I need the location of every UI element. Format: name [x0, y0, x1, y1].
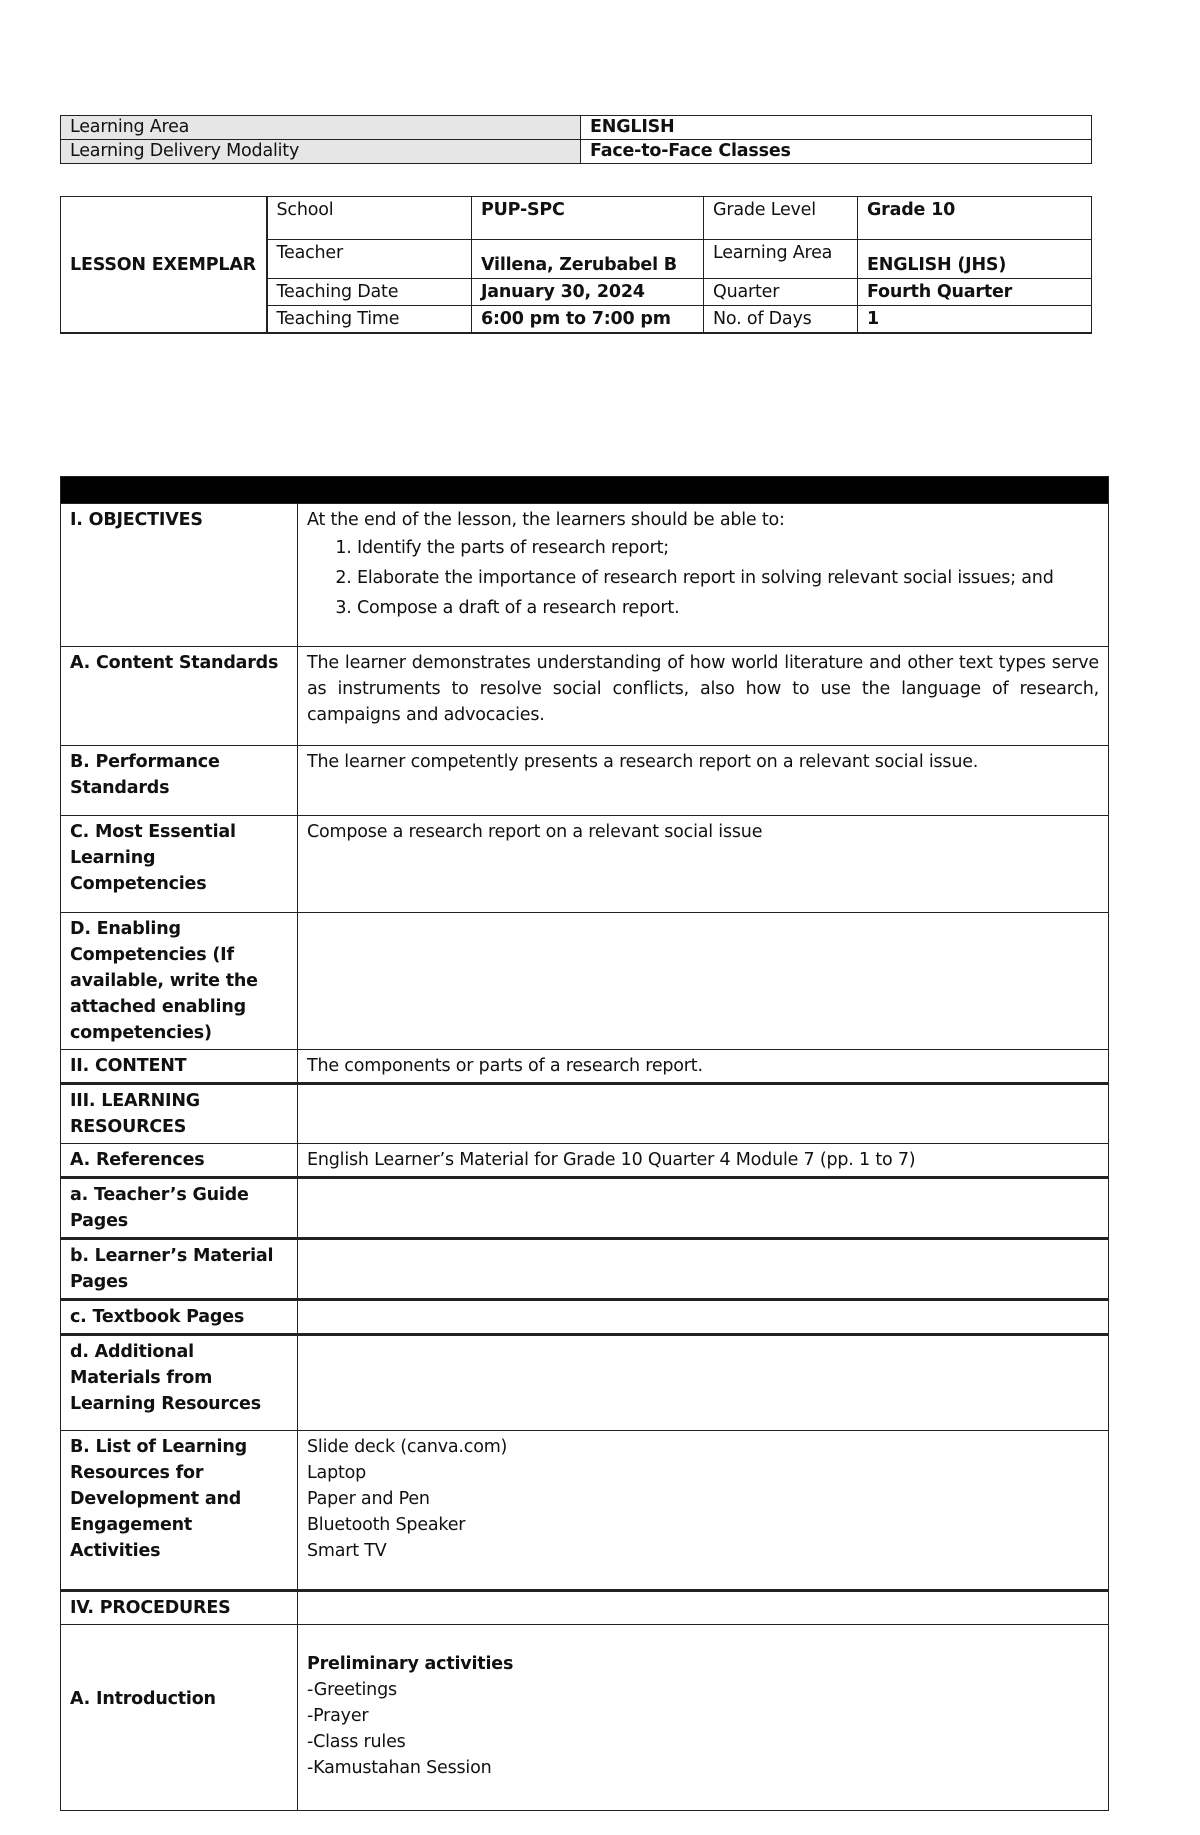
resource-item: Bluetooth Speaker	[307, 1515, 466, 1535]
resource-item: Slide deck (canva.com)	[307, 1437, 508, 1457]
objectives-list	[307, 533, 1099, 623]
references-row	[61, 1144, 1109, 1178]
content-label: II. CONTENT	[61, 1050, 298, 1084]
school-label: School	[267, 197, 472, 240]
teacher-label: Teacher	[267, 240, 472, 279]
teachers-guide-row	[61, 1178, 1109, 1239]
introduction-cell	[298, 1625, 1109, 1811]
learners-material-label: b. Learner’s Material Pages	[61, 1239, 298, 1300]
learning-area-value: ENGLISH	[581, 116, 1092, 140]
learning-resources-row	[61, 1084, 1109, 1144]
introduction-item: -Class rules	[307, 1732, 406, 1752]
performance-standards-label: B. Performance Standards	[61, 746, 298, 816]
introduction-heading: Preliminary activities	[307, 1654, 514, 1674]
content-standards-label: A. Content Standards	[61, 647, 298, 746]
school-value: PUP-SPC	[472, 197, 704, 240]
performance-standards-row	[61, 746, 1109, 816]
objectives-intro: At the end of the lesson, the learners should be able to:	[307, 510, 785, 530]
enabling-competencies-label: D. Enabling Competencies (If available, write the attached enabling competencies)	[61, 913, 298, 1050]
introduction-item: -Kamustahan Session	[307, 1758, 492, 1778]
time-label: Teaching Time	[267, 306, 472, 334]
procedures-value	[298, 1591, 1109, 1625]
days-label: No. of Days	[704, 306, 858, 334]
melc-label: C. Most Essential Learning Competencies	[61, 816, 298, 913]
quarter-value: Fourth Quarter	[858, 279, 1092, 306]
area-value: ENGLISH (JHS)	[858, 240, 1092, 279]
content-row	[61, 1050, 1109, 1084]
list-of-resources-cell	[298, 1431, 1109, 1591]
references-value: English Learner’s Material for Grade 10 Quarter 4 Module 7 (pp. 1 to 7)	[298, 1144, 1109, 1178]
grade-value: Grade 10	[858, 197, 1092, 240]
introduction-item: -Greetings	[307, 1680, 397, 1700]
objectives-cell	[298, 504, 1109, 647]
references-label: A. References	[61, 1144, 298, 1178]
resource-item: Smart TV	[307, 1541, 387, 1561]
grade-label: Grade Level	[704, 197, 858, 240]
teachers-guide-value	[298, 1178, 1109, 1239]
info-row-learning-area	[61, 116, 1092, 140]
learners-material-row	[61, 1239, 1109, 1300]
textbook-value	[298, 1300, 1109, 1335]
introduction-row	[61, 1625, 1109, 1811]
date-label: Teaching Date	[267, 279, 472, 306]
procedures-label: IV. PROCEDURES	[61, 1591, 298, 1625]
content-value: The components or parts of a research report.	[298, 1050, 1109, 1084]
lesson-exemplar-title: LESSON EXEMPLAR	[61, 197, 267, 334]
learning-area-label: Learning Area	[61, 116, 581, 140]
additional-materials-value	[298, 1335, 1109, 1431]
resource-item: Laptop	[307, 1463, 367, 1483]
performance-standards-value: The learner competently presents a research report on a relevant social issue.	[298, 746, 1109, 816]
enabling-competencies-value	[298, 913, 1109, 1050]
objectives-label: I. OBJECTIVES	[61, 504, 298, 647]
introduction-label: A. Introduction	[61, 1625, 298, 1811]
time-value: 6:00 pm to 7:00 pm	[472, 306, 704, 334]
lesson-exemplar-table	[60, 196, 1092, 334]
content-standards-row	[61, 647, 1109, 746]
table-header-bar	[61, 477, 1109, 504]
textbook-row	[61, 1300, 1109, 1335]
additional-materials-row	[61, 1335, 1109, 1431]
modality-value: Face-to-Face Classes	[581, 140, 1092, 164]
days-value: 1	[858, 306, 1092, 334]
learners-material-value	[298, 1239, 1109, 1300]
header-bar-cell	[61, 477, 1109, 504]
modality-label: Learning Delivery Modality	[61, 140, 581, 164]
objective-item: 1. Identify the parts of research report;	[357, 533, 1099, 563]
melc-value: Compose a research report on a relevant social issue	[298, 816, 1109, 913]
list-of-resources-label: B. List of Learning Resources for Development and Engagement Activities	[61, 1431, 298, 1591]
lesson-row-school	[61, 197, 1092, 240]
additional-materials-label: d. Additional Materials from Learning Resources	[61, 1335, 298, 1431]
teacher-value: Villena, Zerubabel B	[472, 240, 704, 279]
enabling-competencies-row	[61, 913, 1109, 1050]
objectives-row	[61, 504, 1109, 647]
teachers-guide-label: a. Teacher’s Guide Pages	[61, 1178, 298, 1239]
content-standards-value: The learner demonstrates understanding of how world literature and other text types serve as instruments to resolve social conflicts, also how to use the language of research, campaigns and advocacies.	[298, 647, 1109, 746]
lesson-plan-table	[60, 476, 1109, 1811]
melc-row	[61, 816, 1109, 913]
objective-item: 2. Elaborate the importance of research report in solving relevant social issues; and	[357, 563, 1099, 593]
objective-item: 3. Compose a draft of a research report.	[357, 593, 1099, 623]
procedures-row	[61, 1591, 1109, 1625]
introduction-item: -Prayer	[307, 1706, 369, 1726]
date-value: January 30, 2024	[472, 279, 704, 306]
learning-resources-value	[298, 1084, 1109, 1144]
list-of-resources-row	[61, 1431, 1109, 1591]
info-row-modality	[61, 140, 1092, 164]
info-table	[60, 115, 1092, 164]
quarter-label: Quarter	[704, 279, 858, 306]
textbook-label: c. Textbook Pages	[61, 1300, 298, 1335]
resource-item: Paper and Pen	[307, 1489, 430, 1509]
area-label: Learning Area	[704, 240, 858, 279]
learning-resources-label: III. LEARNING RESOURCES	[61, 1084, 298, 1144]
